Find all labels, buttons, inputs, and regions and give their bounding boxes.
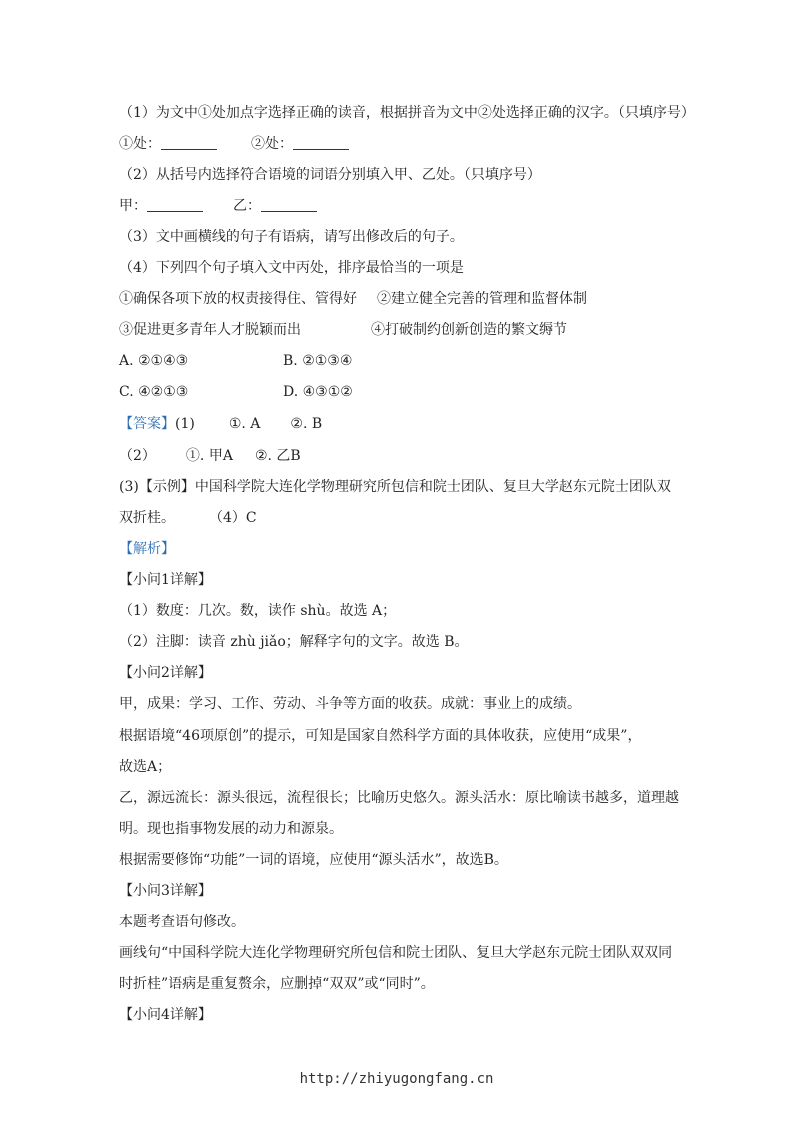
answer-3-text-cont: 双折桂。 xyxy=(119,510,175,526)
blank-1-label: ①处： xyxy=(119,136,161,152)
answer-2-b: ②. 乙B xyxy=(254,448,301,464)
answer-blank-yi[interactable] xyxy=(261,197,317,212)
sub2-line-1: 甲，成果：学习、工作、劳动、斗争等方面的收获。成就：事业上的成绩。 xyxy=(119,696,581,712)
answer-4: （4）C xyxy=(209,510,257,526)
sub2-line-4: 乙，源远流长：源头很远，流程很长；比喻历史悠久。源头活水：原比喻读书越多，道理越 xyxy=(119,790,679,806)
question-2 xyxy=(119,165,683,185)
answer-2 xyxy=(119,446,683,466)
question-2-blanks xyxy=(119,196,683,216)
choices-row-2 xyxy=(119,382,683,402)
question-1-text: （1）为文中①处加点字选择正确的读音，根据拼音为文中②处选择正确的汉字。（只填序号） xyxy=(119,105,695,121)
analysis-heading xyxy=(119,539,683,559)
footer-url: http://zhiyugongfang.cn xyxy=(299,1071,494,1087)
question-1 xyxy=(119,103,695,123)
sentence-option-4: ④打破制约创新创造的繁文缛节 xyxy=(371,322,567,338)
answer-1-a: ①. A xyxy=(228,416,261,432)
sub2-line-5: 明。现也指事物发展的动力和源泉。 xyxy=(119,821,343,837)
question-3-text: （3）文中画横线的句子有语病，请写出修改后的句子。 xyxy=(119,229,464,245)
sub1-line-2: （2）注脚：读音 zhù jiǎo；解释字句的文字。故选 B。 xyxy=(119,634,469,650)
answer-1-label: (1) xyxy=(175,416,195,432)
sub4-title: 【小问4详解】 xyxy=(119,1007,212,1023)
choice-a: A. ②①④③ xyxy=(119,353,189,369)
choice-d: D. ④③①② xyxy=(283,384,353,400)
blank-jia-label: 甲： xyxy=(119,198,147,214)
answer-3-text: (3)【示例】中国科学院大连化学物理研究所包信和院士团队、复旦大学赵东元院士团队双 xyxy=(119,479,671,495)
question-4 xyxy=(119,258,683,278)
sub3-title: 【小问3详解】 xyxy=(119,883,212,899)
sub3-line-2: 画线句“中国科学院大连化学物理研究所包信和院士团队、复旦大学赵东元院士团队双双同 xyxy=(119,945,673,961)
sub2-title: 【小问2详解】 xyxy=(119,665,212,681)
blank-2-label: ②处： xyxy=(251,136,293,152)
sentence-options-row-2 xyxy=(119,320,683,340)
sub2-line-3: 故选A； xyxy=(119,759,172,775)
answer-3-line-2 xyxy=(119,508,683,528)
answer-blank-2[interactable] xyxy=(293,135,349,150)
sub2-line-6: 根据需要修饰“功能”一词的语境，应使用“源头活水”，故选B。 xyxy=(119,852,508,868)
blank-yi-label: 乙： xyxy=(233,198,261,214)
answer-tag: 【答案】 xyxy=(119,416,175,432)
sub3-line-3: 时折桂”语病是重复赘余，应删掉“双双”或“同时”。 xyxy=(119,976,435,992)
question-1-blanks xyxy=(119,134,683,154)
answer-3-line-1 xyxy=(119,477,683,497)
question-4-text: （4）下列四个句子填入文中丙处，排序最恰当的一项是 xyxy=(119,260,464,276)
choices-row-1 xyxy=(119,351,683,371)
sub3-line-1: 本题考查语句修改。 xyxy=(119,914,245,930)
answer-blank-jia[interactable] xyxy=(147,197,203,212)
sentence-option-3: ③促进更多青年人才脱颖而出 xyxy=(119,322,301,338)
answer-2-label: （2） xyxy=(119,448,156,464)
choice-c: C. ④②①③ xyxy=(119,384,189,400)
sentence-option-2: ②建立健全完善的管理和监督体制 xyxy=(377,291,587,307)
choice-b: B. ②①③④ xyxy=(283,353,353,369)
sub2-line-2: 根据语境“46项原创”的提示，可知是国家自然科学方面的具体收获，应使用“成果”， xyxy=(119,728,642,744)
sub1-line-1: （1）数度：几次。数，读作 shù。故选 A； xyxy=(119,603,397,619)
answer-blank-1[interactable] xyxy=(161,135,217,150)
analysis-tag: 【解析】 xyxy=(119,541,175,557)
sentence-option-1: ①确保各项下放的权责接得住、管得好 xyxy=(119,291,357,307)
answer-1-b: ②. B xyxy=(290,416,323,432)
sentence-options-row-1 xyxy=(119,289,683,309)
answer-1 xyxy=(119,414,683,434)
sub1-title: 【小问1详解】 xyxy=(119,572,212,588)
question-2-text: （2）从括号内选择符合语境的词语分别填入甲、乙处。（只填序号） xyxy=(119,167,541,183)
answer-2-a: ①. 甲A xyxy=(185,448,233,464)
question-3 xyxy=(119,227,683,247)
